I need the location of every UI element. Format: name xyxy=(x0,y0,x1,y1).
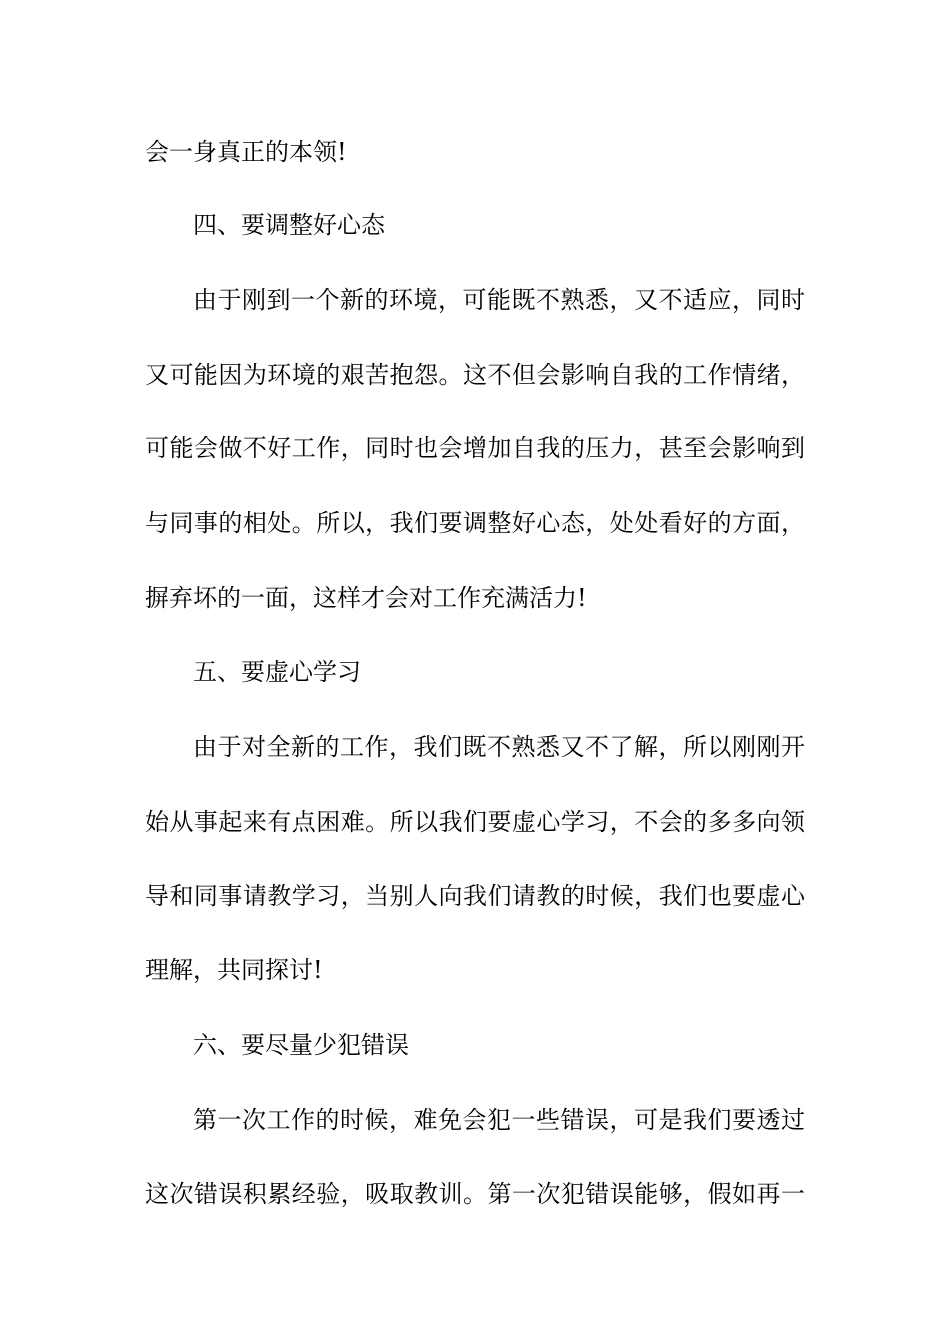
paragraph-line: 由于刚到一个新的环境，可能既不熟悉，又不适应，同时 xyxy=(193,286,805,314)
paragraph-line: 始从事起来有点困难。所以我们要虚心学习，不会的多多向领 xyxy=(145,808,805,836)
section-heading-6: 六、要尽量少犯错误 xyxy=(193,1031,409,1059)
paragraph-line: 与同事的相处。所以，我们要调整好心态，处处看好的方面， xyxy=(145,509,805,537)
section-heading-5: 五、要虚心学习 xyxy=(193,658,361,686)
paragraph-line: 会一身真正的本领! xyxy=(145,138,347,166)
paragraph-line: 又可能因为环境的艰苦抱怨。这不但会影响自我的工作情绪， xyxy=(145,361,805,389)
paragraph-line: 导和同事请教学习，当别人向我们请教的时候，我们也要虚心 xyxy=(145,882,805,910)
paragraph-line: 第一次工作的时候，难免会犯一些错误，可是我们要透过 xyxy=(193,1106,805,1134)
paragraph-line: 这次错误积累经验，吸取教训。第一次犯错误能够，假如再一 xyxy=(145,1180,805,1208)
paragraph-line: 摒弃坏的一面，这样才会对工作充满活力! xyxy=(145,584,587,612)
section-heading-4: 四、要调整好心态 xyxy=(193,211,385,239)
paragraph-line: 由于对全新的工作，我们既不熟悉又不了解，所以刚刚开 xyxy=(193,733,805,761)
paragraph-line: 理解，共同探讨! xyxy=(145,956,323,984)
paragraph-line: 可能会做不好工作，同时也会增加自我的压力，甚至会影响到 xyxy=(145,434,805,462)
